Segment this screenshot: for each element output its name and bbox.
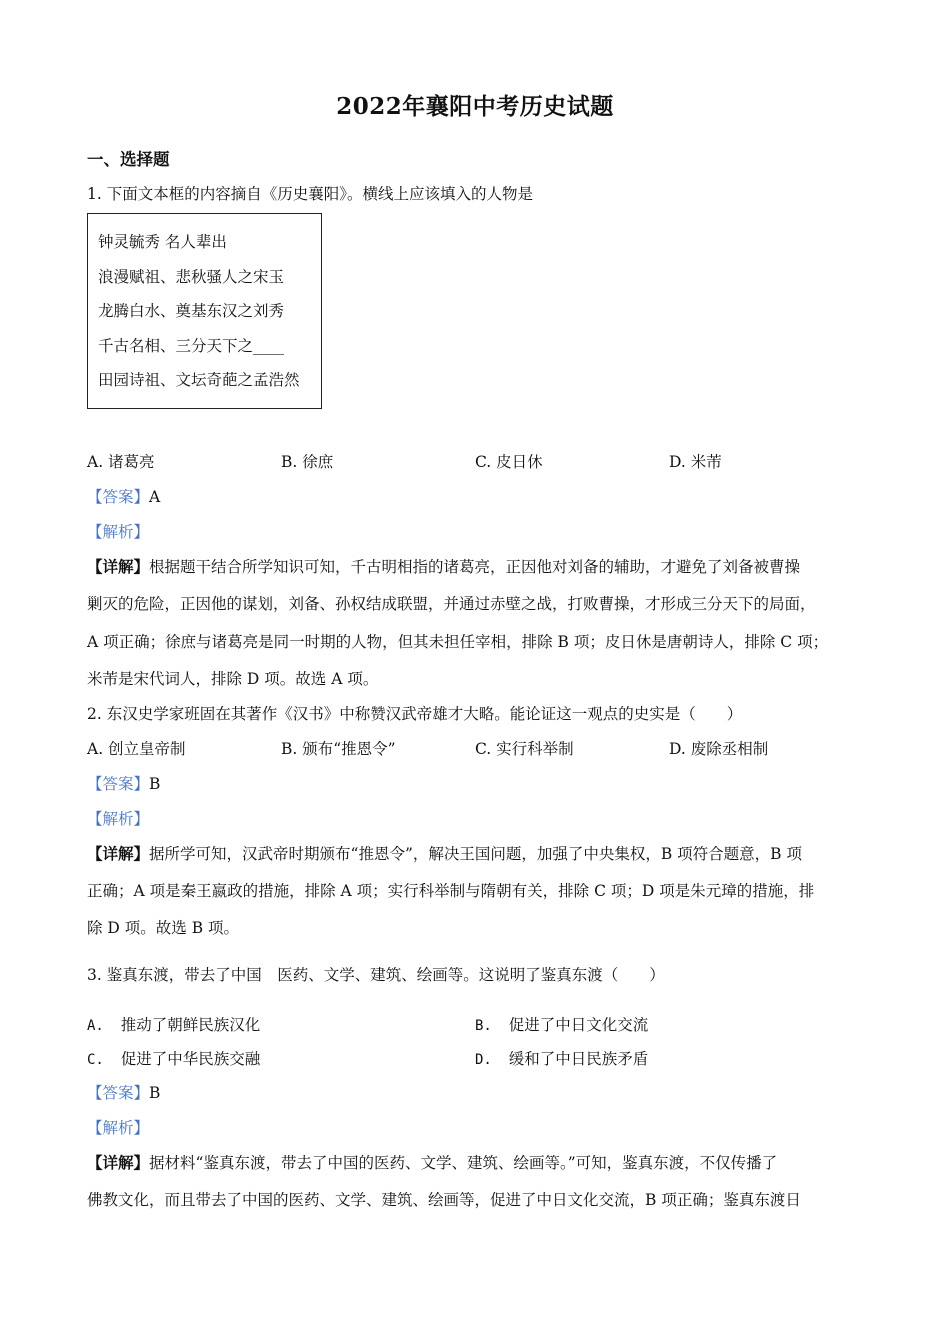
option-letter: A. xyxy=(87,1018,104,1034)
option-text: 促进了中日文化交流 xyxy=(508,1016,649,1034)
answer-tag: 【答案】 xyxy=(87,488,150,506)
option-text: 推动了朝鲜民族汉化 xyxy=(120,1016,261,1034)
q1-box-line: 千古名相、三分天下之____ xyxy=(98,337,285,355)
q2-detail-line xyxy=(87,842,802,864)
q3-option-c xyxy=(87,1047,260,1069)
detail-tag: 【详解】 xyxy=(87,557,150,576)
q3-analysis-tag: 【解析】 xyxy=(87,1119,150,1137)
q1-detail-line: 米芾是宋代词人，排除 D 项。故选 A 项。 xyxy=(87,670,379,688)
detail-text: 据所学可知，汉武帝时期颁布“推恩令”，解决王国问题，加强了中央集权，B 项符合题意，B 项 xyxy=(149,845,803,863)
option-letter: D. xyxy=(475,1052,492,1068)
option-text: 促进了中华民族交融 xyxy=(120,1050,261,1068)
q1-detail-line: A 项正确；徐庶与诸葛亮是同一时期的人物，但其未担任宰相，排除 B 项；皮日休是唐朝诗人，排除 C 项； xyxy=(87,633,829,651)
q1-box-line: 田园诗祖、文坛奇葩之孟浩然 xyxy=(98,371,300,389)
q2-detail-line: 正确；A 项是秦王嬴政的措施，排除 A 项；实行科举制与隋朝有关，排除 C 项；D 项是朱元璋的措施，排 xyxy=(87,882,815,900)
answer-tag: 【答案】 xyxy=(87,775,150,793)
option-letter: C. xyxy=(87,1052,104,1068)
answer-value: B xyxy=(149,775,161,793)
detail-text: 根据题干结合所学知识可知，千古明相指的诸葛亮，正因他对刘备的辅助，才避免了刘备被曹操 xyxy=(149,558,801,576)
q1-text-box xyxy=(87,213,322,409)
q1-answer xyxy=(87,485,160,507)
q2-option-a: A. 创立皇帝制 xyxy=(87,740,186,758)
q3-option-d xyxy=(475,1047,648,1069)
q3-stem: 3. 鉴真东渡，带去了中国 医药、文学、建筑、绘画等。这说明了鉴真东渡（ ） xyxy=(87,966,665,984)
q1-stem: 1. 下面文本框的内容摘自《历史襄阳》。横线上应该填入的人物是 xyxy=(87,185,533,203)
option-letter: B. xyxy=(475,1018,492,1034)
q2-option-b: B. 颁布“推恩令” xyxy=(281,740,396,758)
q2-analysis-tag: 【解析】 xyxy=(87,810,150,828)
q2-option-d: D. 废除丞相制 xyxy=(669,740,769,758)
q1-box-line: 浪漫赋祖、悲秋骚人之宋玉 xyxy=(98,268,285,286)
section-heading: 一、选择题 xyxy=(87,150,170,169)
q1-box-line: 龙腾白水、奠基东汉之刘秀 xyxy=(98,302,285,320)
q2-answer xyxy=(87,772,160,794)
q1-detail-line: 剿灭的危险，正因他的谋划，刘备、孙权结成联盟，并通过赤壁之战，打败曹操，才形成三分天下的局面， xyxy=(87,595,816,613)
q3-detail-line: 佛教文化，而且带去了中国的医药、文学、建筑、绘画等，促进了中日文化交流，B 项正确；鉴真东渡日 xyxy=(87,1191,801,1209)
q3-option-b xyxy=(475,1013,648,1035)
q2-stem: 2. 东汉史学家班固在其著作《汉书》中称赞汉武帝雄才大略。能论证这一观点的史实是（ ） xyxy=(87,705,743,723)
answer-tag: 【答案】 xyxy=(87,1084,150,1102)
q3-answer xyxy=(87,1081,160,1103)
q3-option-a xyxy=(87,1013,260,1035)
answer-value: B xyxy=(149,1084,161,1102)
page-title: 2022年襄阳中考历史试题 xyxy=(336,93,614,120)
q2-detail-line: 除 D 项。故选 B 项。 xyxy=(87,919,240,937)
q1-option-b: B. 徐庶 xyxy=(281,453,334,471)
q2-option-c: C. 实行科举制 xyxy=(475,740,574,758)
detail-text: 据材料“鉴真东渡，带去了中国的医药、文学、建筑、绘画等。”可知，鉴真东渡，不仅传播了 xyxy=(149,1154,778,1172)
q1-analysis-tag: 【解析】 xyxy=(87,523,150,541)
q3-detail-line xyxy=(87,1151,777,1173)
q1-option-a: A. 诸葛亮 xyxy=(87,453,155,471)
q1-option-d: D. 米芾 xyxy=(669,453,722,471)
q1-option-c: C. 皮日休 xyxy=(475,453,543,471)
q1-box-line: 钟灵毓秀 名人辈出 xyxy=(98,233,227,251)
option-text: 缓和了中日民族矛盾 xyxy=(508,1050,649,1068)
detail-tag: 【详解】 xyxy=(87,1153,150,1172)
q1-detail-line xyxy=(87,555,800,577)
answer-value: A xyxy=(149,488,161,506)
detail-tag: 【详解】 xyxy=(87,844,150,863)
